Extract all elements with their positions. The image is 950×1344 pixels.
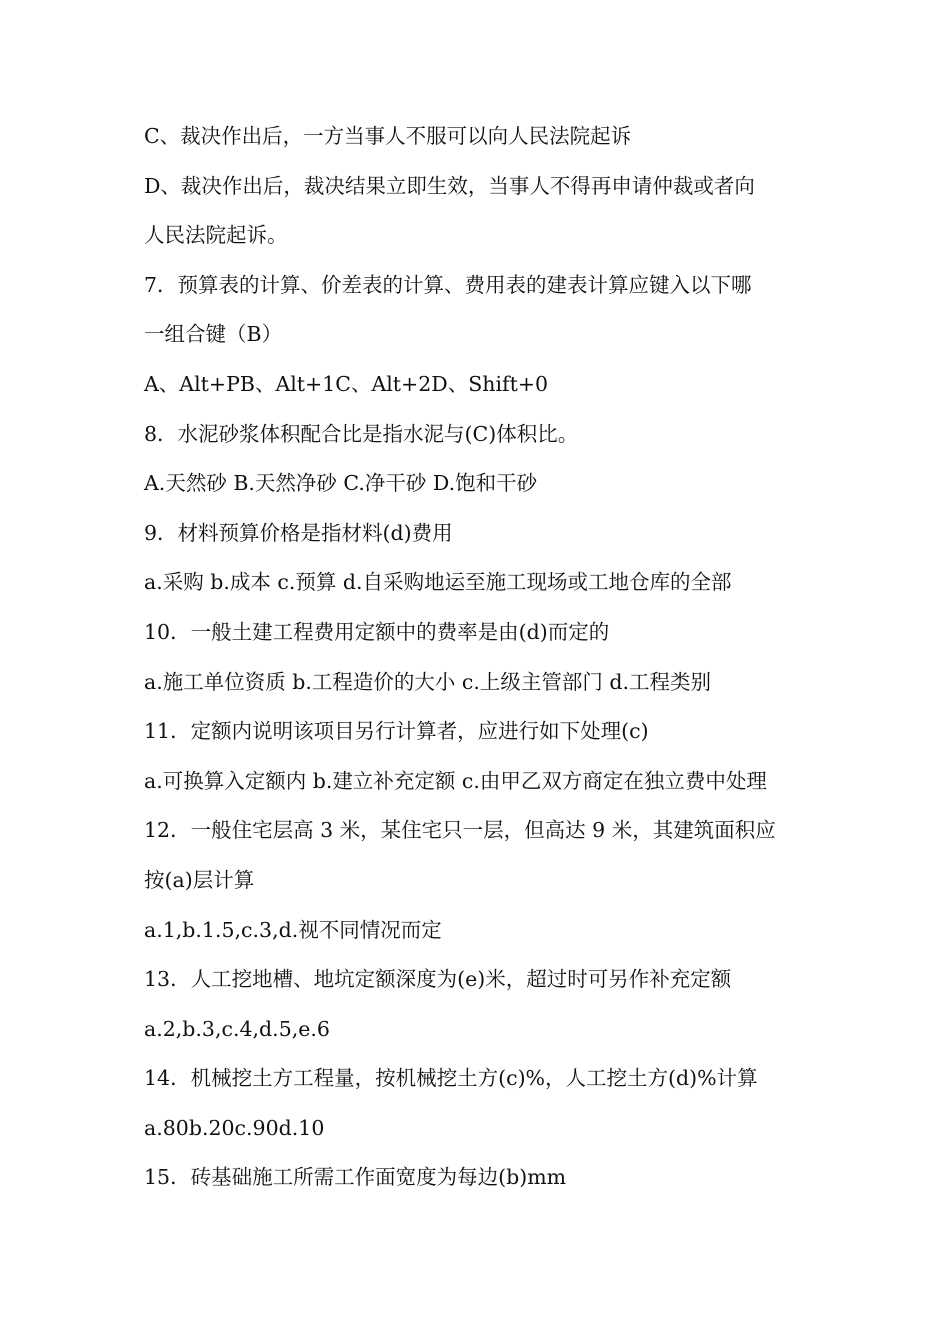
document-body (144, 112, 824, 1203)
question-line: 14．机械挖土方工程量，按机械挖土方(c)%，人工挖土方(d)%计算 (144, 1066, 758, 1091)
text-line: C、裁决作出后，一方当事人不服可以向人民法院起诉 (144, 124, 632, 148)
question-line: 9．材料预算价格是指材料(d)费用 (144, 520, 453, 545)
question-line: 13．人工挖地槽、地坑定额深度为(e)米，超过时可另作补充定额 (144, 967, 732, 992)
options-line: A.天然砂 B.天然净砂 C.净干砂 D.饱和干砂 (144, 471, 538, 496)
options-line: a.1,b.1.5,c.3,d.视不同情况而定 (144, 917, 442, 942)
question-line: 11．定额内说明该项目另行计算者，应进行如下处理(c) (144, 719, 649, 744)
options-line: a.施工单位资质 b.工程造价的大小 c.上级主管部门 d.工程类别 (144, 669, 712, 694)
text-line: 一组合键（B） (144, 322, 283, 347)
question-line: 8．水泥砂浆体积配合比是指水泥与(C)体积比。 (144, 421, 579, 446)
options-line: a.80b.20c.90d.10 (144, 1115, 325, 1140)
options-line: a.2,b.3,c.4,d.5,e.6 (144, 1016, 330, 1041)
text-line: D、裁决作出后，裁决结果立即生效，当事人不得再申请仲裁或者向 (144, 173, 755, 198)
text-line: 人民法院起诉。 (144, 223, 288, 248)
question-line: 12．一般住宅层高 3 米，某住宅只一层，但高达 9 米，其建筑面积应 (144, 818, 776, 843)
question-line: 15．砖基础施工所需工作面宽度为每边(b)mm (144, 1165, 567, 1190)
options-line: A、Alt+PB、Alt+1C、Alt+2D、Shift+0 (144, 371, 549, 396)
question-line: 7．预算表的计算、价差表的计算、费用表的建表计算应键入以下哪 (144, 272, 752, 297)
question-line: 10．一般土建工程费用定额中的费率是由(d)而定的 (144, 619, 610, 644)
options-line: a.采购 b.成本 c.预算 d.自采购地运至施工现场或工地仓库的全部 (144, 570, 732, 595)
text-line: 按(a)层计算 (144, 867, 255, 892)
options-line: a.可换算入定额内 b.建立补充定额 c.由甲乙双方商定在独立费中处理 (144, 768, 767, 793)
